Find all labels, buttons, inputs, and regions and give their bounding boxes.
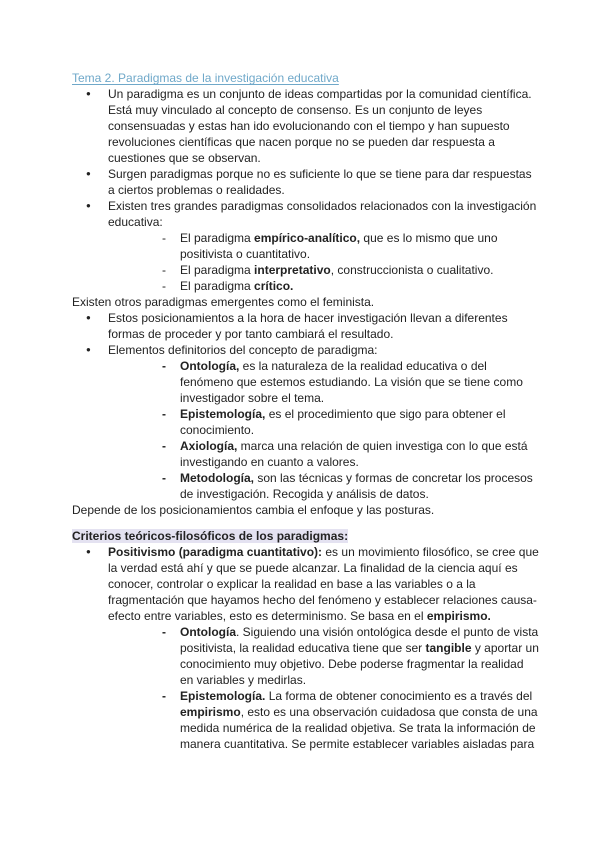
- intro-list: [72, 86, 540, 294]
- elements-list: [72, 310, 540, 502]
- list-item: ● Elementos definitorios del concepto de paradigma: - Ontología, es la naturaleza de la realidad educativa o del fenómeno que estemos estudiando. La visión que se tiene como investigador sobre el tema. - Epistemología, es el procedimiento que sigo para obtener el conocimiento. - Axiología, marca una relación de quien investiga con lo que está investigando en cuanto a valores. - Metodología, son las técnicas y formas de concretar los procesos de investigación. Recogida y análisis de datos.: [72, 342, 540, 502]
- list-item: - Ontología, es la naturaleza de la realidad educativa o del fenómeno que estemos estudiando. La visión que se tiene como investigador sobre el tema.: [144, 358, 540, 406]
- list-item: ● Positivismo (paradigma cuantitativo): es un movimiento filosófico, se cree que la verdad está ahí y que se puede alcanzar. La finalidad de la ciencia aquí es conocer, controlar o explicar la realidad en base a las variables o a la fragmentación que hayamos hecho del fenómeno y establecer relaciones causa-efecto entre variables, esto es determinismo. Se basa en el empirismo. - Ontología. Siguiendo una visión ontológica desde el punto de vista positivista, la realidad educativa tiene que ser tangible y aportar un conocimiento muy objetivo. Debe poderse fragmentar la realidad en variables y medirlas. - Epistemología. La forma de obtener conocimiento es a través del empirismo, esto es una observación cuidadosa que consta de una medida numérica de la realidad objetiva. Se trata la información de manera cuantitativa. Se permite establecer variables aisladas para: [72, 544, 540, 752]
- list-item: - Epistemología. La forma de obtener conocimiento es a través del empirismo, esto es una observación cuidadosa que consta de una medida numérica de la realidad objetiva. Se trata la información de manera cuantitativa. Se permite establecer variables aisladas para: [144, 688, 540, 752]
- positivism-sublist: [108, 624, 540, 752]
- element-sublist: [108, 358, 540, 502]
- list-item: - El paradigma interpretativo, construccionista o cualitativo.: [144, 262, 540, 278]
- list-item: - Ontología. Siguiendo una visión ontológica desde el punto de vista positivista, la realidad educativa tiene que ser tangible y aportar un conocimiento muy objetivo. Debe poderse fragmentar la realidad en variables y medirlas.: [144, 624, 540, 688]
- list-item: - El paradigma empírico-analítico, que es lo mismo que uno positivista o cuantitativo.: [144, 230, 540, 262]
- paragraph: Depende de los posicionamientos cambia el enfoque y las posturas.: [72, 503, 435, 517]
- criteria-list: [72, 544, 540, 752]
- section-heading-row: [72, 528, 540, 544]
- section-heading: Criterios teóricos-filosóficos de los paradigmas:: [72, 529, 349, 543]
- list-item: ● Surgen paradigmas porque no es suficiente lo que se tiene para dar respuestas a ciertos problemas o realidades.: [72, 166, 540, 198]
- list-item: - El paradigma crítico.: [144, 278, 540, 294]
- paragraph: Existen otros paradigmas emergentes como el feminista.: [72, 295, 375, 309]
- spacer: [72, 518, 540, 528]
- list-item: - Epistemología, es el procedimiento que sigo para obtener el conocimiento.: [144, 406, 540, 438]
- list-item: ● Existen tres grandes paradigmas consolidados relacionados con la investigación educativa: - El paradigma empírico-analítico, que es lo mismo que uno positivista o cuantitativo. - El paradigma interpretativo, construccionista o cualitativo. - El paradigma crítico.: [72, 198, 540, 294]
- list-item: ● Estos posicionamientos a la hora de hacer investigación llevan a diferentes formas de proceder y por tanto cambiará el resultado.: [72, 310, 540, 342]
- list-item: - Axiología, marca una relación de quien investiga con lo que está investigando en cuanto a valores.: [144, 438, 540, 470]
- list-item: ● Un paradigma es un conjunto de ideas compartidas por la comunidad científica. Está muy vinculado al concepto de consenso. Es un conjunto de leyes consensuadas y estas han ido evolucionando con el tiempo y han supuesto revoluciones científicas que nacen porque no se pueden dar respuesta a cuestiones que se observan.: [72, 86, 540, 166]
- list-item: - Metodología, son las técnicas y formas de concretar los procesos de investigación. Recogida y análisis de datos.: [144, 470, 540, 502]
- document-title[interactable]: Tema 2. Paradigmas de la investigación educativa: [72, 71, 339, 85]
- paradigm-list: [108, 230, 540, 294]
